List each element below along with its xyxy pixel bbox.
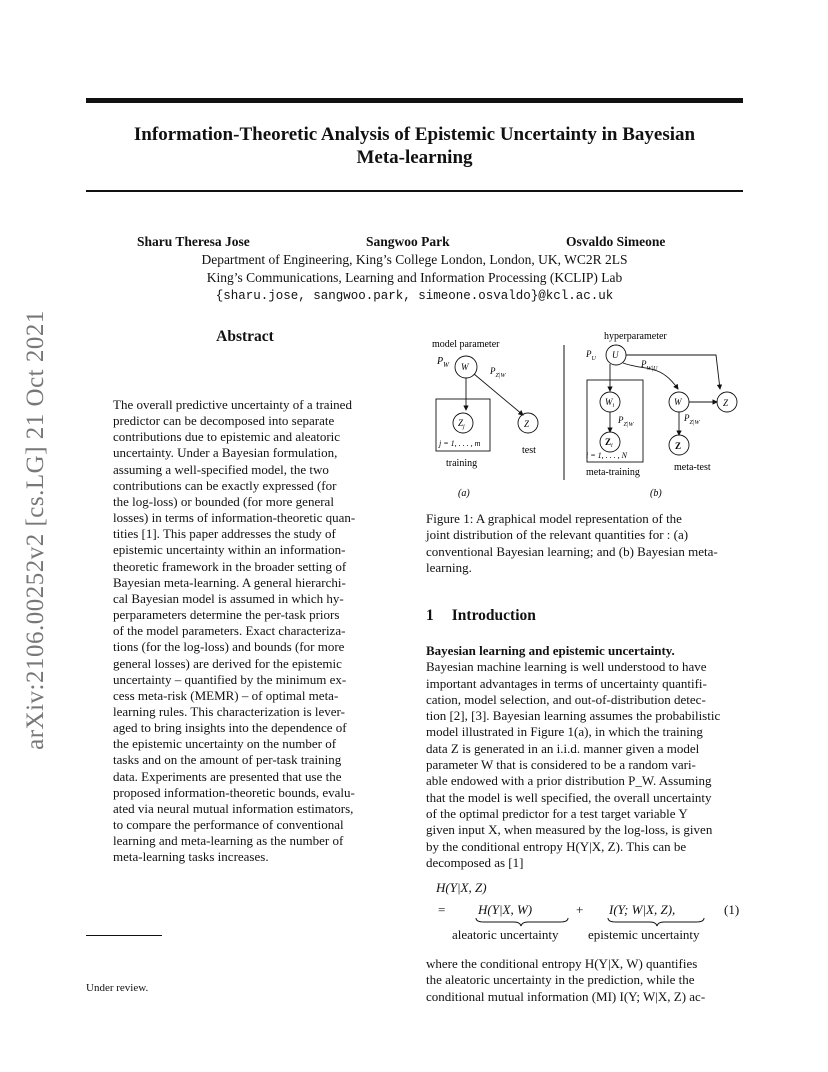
svg-text:Z: Z <box>723 398 729 408</box>
abstract-line: tasks and on the amount of per-task training <box>113 752 342 768</box>
svg-text:Zi: $Z_i$ <box>605 437 613 449</box>
abstract-line: contributions due to epistemic and aleatoric <box>113 429 341 445</box>
label-pu: $P_U$ <box>586 349 596 362</box>
label-pwu: $P_{W|U}$ <box>641 359 658 372</box>
figure-panel-b <box>585 331 737 499</box>
section-heading: 1 Introduction <box>426 607 536 624</box>
author-list <box>0 234 828 252</box>
label-meta-training: meta-training <box>586 467 640 478</box>
abstract-body <box>113 397 377 866</box>
abstract-line: tities [1]. This paper addresses the study of <box>113 526 336 542</box>
label-pzw: $P_{Z|W}$ <box>490 366 506 379</box>
affiliation: Department of Engineering, King’s College London, London, UK, WC2R 2LS King’s Communications, Learning and Information Processing (KCLIP) Lab {sharu.jose, sangwoo.park, simeone.osvaldo}@kcl.ac.uk <box>86 251 743 305</box>
label-hyperparameter: hyperparameter <box>604 331 667 342</box>
abstract-line: of the model parameters. Exact characteriza- <box>113 623 346 639</box>
svg-text:Z: Z <box>675 441 682 451</box>
eq-equals: = <box>438 902 446 917</box>
abstract-line: cal Bayesian model is assumed in which hy- <box>113 590 344 606</box>
abstract-line: losses) in terms of information-theoretic quan- <box>113 510 356 526</box>
abstract-line: perparameters determine the per-task priors <box>113 607 340 623</box>
author-emails: {sharu.jose, sangwoo.park, simeone.osvaldo}@kcl.ac.uk <box>215 289 614 303</box>
abstract-line: uncertainty. Under a Bayesian formulation, <box>113 445 338 461</box>
label-meta-test: meta-test <box>674 462 711 473</box>
author-name: Osvaldo Simeone <box>566 234 666 249</box>
svg-text:W: W <box>461 362 469 372</box>
title-top-rule <box>86 98 743 103</box>
abstract-line: learning and meta-learning as the number of <box>113 833 344 849</box>
figure-panel-a <box>432 339 538 499</box>
eq-label-aleatoric: aleatoric uncertainty <box>452 927 559 942</box>
author-name: Sangwoo Park <box>366 234 450 249</box>
label-pzw2: $P_{Z|W}$ <box>684 413 700 426</box>
label-model-parameter: model parameter <box>432 339 500 350</box>
eq-lhs: H(Y|X, Z) <box>436 880 487 895</box>
plate-index-a: j = 1, . . . , m <box>439 439 481 448</box>
abstract-line: tions (for the log-loss) and bounds (for more <box>113 639 345 655</box>
abstract-line: proposed information-theoretic bounds, evalu- <box>113 784 355 800</box>
abstract-line: epistemic uncertainty within an information- <box>113 542 346 558</box>
svg-text:Zj: $Z_j$ <box>458 418 465 430</box>
abstract-line: uncertainty – quantified by the minimum ex- <box>113 671 347 687</box>
abstract-line: predictor can be decomposed into separate <box>113 413 335 429</box>
svg-text:W: W <box>674 397 682 407</box>
eq-number: (1) <box>724 902 740 917</box>
abstract-line: data. Experiments are presented that use the <box>113 768 342 784</box>
abstract-line: The overall predictive uncertainty of a trained <box>113 397 352 412</box>
abstract-line: to compare the performance of conventional <box>113 817 344 833</box>
edge-w-z <box>474 374 523 415</box>
eq-term2: I(Y; W|X, Z), <box>609 902 676 917</box>
caption-a: (a) <box>458 488 470 499</box>
svg-text:U: U <box>612 350 619 360</box>
abstract-line: aged to bring insights into the dependence of <box>113 720 347 736</box>
plate-index-b: i = 1, . . . , N <box>586 451 627 460</box>
abstract-line: assuming a well-specified model, the two <box>113 461 329 477</box>
abstract-line: Bayesian meta-learning. A general hierarchi- <box>113 574 346 590</box>
author-name: Sharu Theresa Jose <box>137 234 250 249</box>
intro-paragraph: Bayesian learning and epistemic uncertainty. Bayesian machine learning is well understood to have important advantages in terms of uncertainty quantifi- cation, model selection, and out-of-distribution detec- tion [2], [3]. Bayesian learning assumes the probabilistic model illustrated in Figure 1(a), in which the training data Z is generated in an i.i.d. manner given a model parameter W that is considered to be a random vari- able endowed with a prior distribution P_W. Assuming that the model is well specified, the overall uncertainty of the optimal predictor for a test target variable Y given input X, when measured by the log-loss, is given by the conditional entropy H(Y|X, Z). This can be decomposed as [1] <box>426 643 743 871</box>
paper-title: Information-Theoretic Analysis of Epistemic Uncertainty in Bayesian Meta-learning <box>133 124 696 168</box>
abstract-line: contributions can be exactly expressed (for <box>113 477 337 493</box>
paragraph-heading: Bayesian learning and epistemic uncertainty. <box>426 643 675 658</box>
footnote: Under review. <box>86 982 149 994</box>
caption-b: (b) <box>650 488 662 499</box>
figure-caption: Figure 1: A graphical model representation of the joint distribution of the relevant quantities for : (a) conventional Bayesian learning; and (b) Bayesian meta- learning. <box>426 511 718 575</box>
abstract-line: ated via neural mutual information estimators, <box>113 800 354 816</box>
abstract-line: general losses) are derived for the epistemic <box>113 655 342 671</box>
abstract-line: the epistemic uncertainty on the number of <box>113 736 337 752</box>
abstract-line: meta-learning tasks increases. <box>113 849 269 865</box>
label-pw: $P_W$ <box>437 356 449 369</box>
footnote-rule <box>86 935 162 936</box>
abstract-line: learning rules. This characterization is lever- <box>113 703 345 719</box>
abstract-line: cess meta-risk (MEMR) – of optimal meta- <box>113 687 339 703</box>
eq-label-epistemic: epistemic uncertainty <box>588 927 700 942</box>
abstract-line: the log-loss) or bounded (for more general <box>113 493 334 509</box>
label-pzw-b: $P_{Z|W}$ <box>618 415 634 428</box>
label-training: training <box>446 458 478 469</box>
figure-1 <box>420 325 750 505</box>
plate-b <box>587 380 643 462</box>
eq-term1: H(Y|X, W) <box>478 902 533 917</box>
title-bottom-rule <box>86 190 743 192</box>
equation-1 <box>426 880 746 942</box>
eq-plus: + <box>576 902 584 917</box>
intro-paragraph-2: where the conditional entropy H(Y|X, W) quantifies the aleatoric uncertainty in the prediction, while the conditional mutual information (MI) I(Y; W|X, Z) ac- <box>426 956 706 1004</box>
label-test: test <box>522 445 536 456</box>
abstract-line: theoretic framework in the broader setting of <box>113 558 347 574</box>
svg-text:Z: Z <box>524 419 530 429</box>
abstract-heading: Abstract <box>216 328 274 345</box>
svg-text:Wi: $W_i$ <box>605 397 615 409</box>
